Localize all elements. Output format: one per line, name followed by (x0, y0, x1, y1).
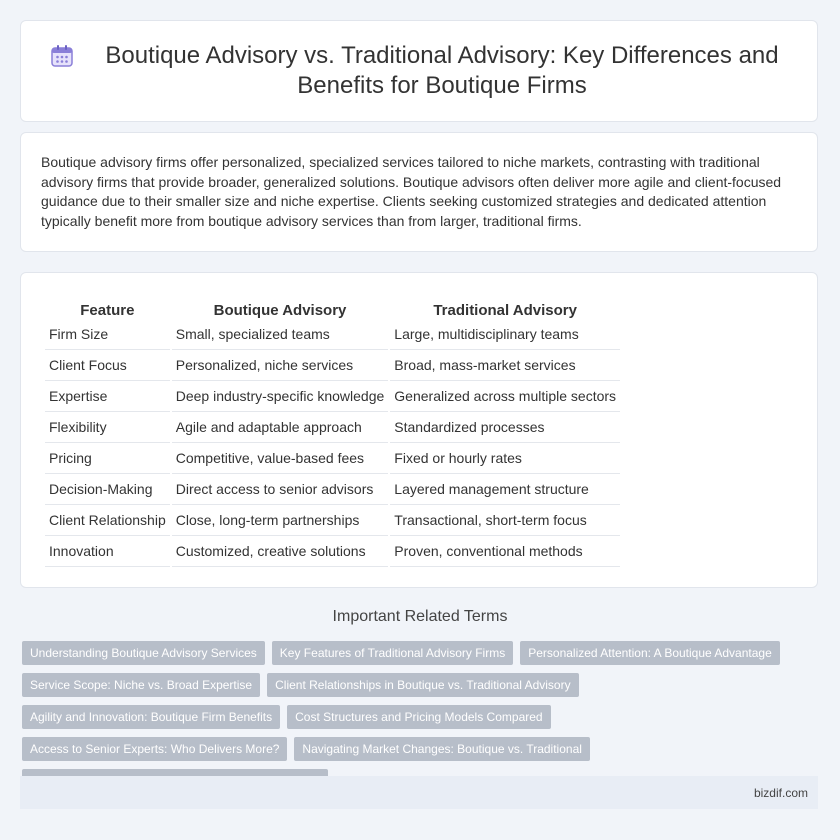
related-term-tag[interactable]: Agility and Innovation: Boutique Firm Benefits (22, 705, 280, 729)
table-header-row (45, 293, 620, 319)
table-cell-feature: Firm Size (45, 319, 170, 350)
intro-card (20, 132, 818, 252)
table-row (45, 381, 620, 412)
table-cell-boutique: Small, specialized teams (172, 319, 389, 350)
footer-site-link[interactable]: bizdif.com (753, 785, 808, 800)
table-cell-boutique: Close, long-term partnerships (172, 505, 389, 536)
table-row (45, 536, 620, 567)
column-header-feature: Feature (80, 302, 135, 319)
related-terms-title: Important Related Terms (332, 608, 508, 625)
comparison-table-card (20, 272, 818, 588)
related-term-tag[interactable]: Understanding Boutique Advisory Services (22, 641, 265, 665)
table-row (45, 319, 620, 350)
related-term-tag[interactable]: Access to Senior Experts: Who Delivers More? (22, 737, 287, 761)
table-row (45, 443, 620, 474)
table-cell-boutique: Personalized, niche services (172, 350, 389, 381)
related-term-tag[interactable]: Service Scope: Niche vs. Broad Expertise (22, 673, 260, 697)
table-cell-feature: Client Relationship (45, 505, 170, 536)
column-header-traditional: Traditional Advisory (433, 302, 577, 319)
table-row (45, 474, 620, 505)
table-row (45, 412, 620, 443)
table-cell-traditional: Standardized processes (390, 412, 620, 443)
table-cell-traditional: Fixed or hourly rates (390, 443, 620, 474)
table-cell-boutique: Direct access to senior advisors (172, 474, 389, 505)
table-cell-traditional: Layered management structure (390, 474, 620, 505)
related-term-tag[interactable]: Navigating Market Changes: Boutique vs. Traditional (294, 737, 590, 761)
column-header-boutique: Boutique Advisory (213, 302, 347, 319)
table-row (45, 350, 620, 381)
table-cell-feature: Pricing (45, 443, 170, 474)
table-cell-boutique: Deep industry-specific knowledge (172, 381, 389, 412)
related-term-tag[interactable]: Cost Structures and Pricing Models Compared (287, 705, 550, 729)
table-cell-traditional: Broad, mass-market services (390, 350, 620, 381)
table-cell-boutique: Agile and adaptable approach (172, 412, 389, 443)
related-term-tag[interactable]: Personalized Attention: A Boutique Advantage (520, 641, 780, 665)
table-cell-traditional: Large, multidisciplinary teams (390, 319, 620, 350)
table-cell-boutique: Competitive, value-based fees (172, 443, 389, 474)
title-card (20, 20, 818, 122)
related-term-tag[interactable]: Client Relationships in Boutique vs. Traditional Advisory (267, 673, 579, 697)
table-cell-boutique: Customized, creative solutions (172, 536, 389, 567)
calendar-icon (49, 43, 75, 69)
table-cell-traditional: Transactional, short-term focus (390, 505, 620, 536)
title-wrap (49, 41, 789, 101)
table-cell-feature: Client Focus (45, 350, 170, 381)
footer (20, 776, 818, 809)
table-row (45, 505, 620, 536)
table-cell-feature: Innovation (45, 536, 170, 567)
related-term-tag[interactable]: Key Features of Traditional Advisory Firms (272, 641, 513, 665)
table-cell-traditional: Proven, conventional methods (390, 536, 620, 567)
comparison-table (43, 293, 622, 567)
table-cell-feature: Decision-Making (45, 474, 170, 505)
page-title: Boutique Advisory vs. Traditional Advisory: Key Differences and Benefits for Boutique Firms (105, 42, 779, 99)
table-cell-feature: Expertise (45, 381, 170, 412)
table-cell-feature: Flexibility (45, 412, 170, 443)
table-cell-traditional: Generalized across multiple sectors (390, 381, 620, 412)
intro-paragraph: Boutique advisory firms offer personalized, specialized services tailored to niche markets, contrasting with traditional advisory firms that provide broader, generalized solutions. Boutique advisors often deliver more agile and client-focused guidance due to their smaller size and niche expertise. Clients seeking customized strategies and dedicated attention typically benefit more from boutique advisory services than from larger, traditional firms. (41, 154, 782, 229)
